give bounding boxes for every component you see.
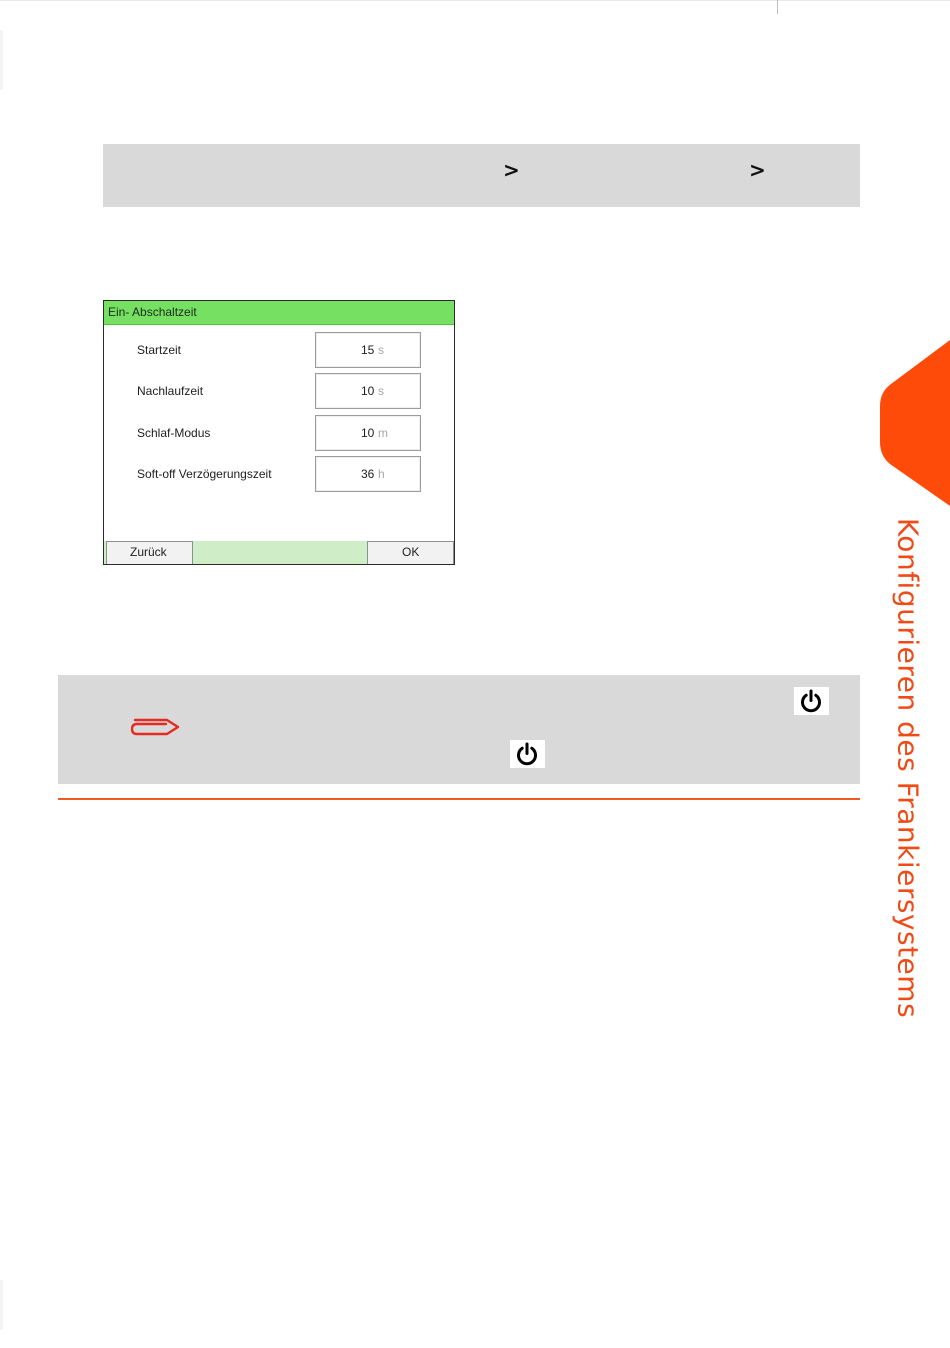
setting-label-schlaf-modus: Schlaf-Modus <box>137 426 211 440</box>
setting-unit: s <box>378 343 384 357</box>
menu-path-bar <box>103 144 860 207</box>
setting-field-startzeit[interactable] <box>315 332 421 368</box>
page-edge-mark <box>0 30 3 90</box>
setting-unit: m <box>378 426 388 440</box>
ok-button[interactable] <box>367 541 454 565</box>
chapter-tab <box>880 340 950 506</box>
setting-field-schlaf-modus[interactable] <box>315 415 421 451</box>
screen-title-bar <box>104 301 454 325</box>
setting-value: 10 <box>361 426 375 440</box>
page-corner-tick <box>777 0 778 14</box>
back-button-label: Zurück <box>130 545 167 559</box>
setting-unit: h <box>378 467 385 481</box>
back-button[interactable] <box>106 541 193 565</box>
page-edge-mark <box>0 1280 3 1330</box>
power-icon <box>510 740 545 768</box>
screen-title: Ein- Abschaltzeit <box>108 305 197 319</box>
page-top-rule <box>0 0 950 1</box>
device-screen <box>103 300 455 565</box>
setting-label-nachlaufzeit: Nachlaufzeit <box>137 384 204 398</box>
setting-label-soft-off: Soft-off Verzögerungszeit <box>137 467 272 481</box>
setting-value: 15 <box>361 343 375 357</box>
setting-field-soft-off[interactable] <box>315 456 421 492</box>
power-icon <box>794 687 829 715</box>
path-separator: > <box>749 158 766 182</box>
setting-value: 36 <box>361 467 375 481</box>
path-separator: > <box>503 158 520 182</box>
setting-value: 10 <box>361 384 375 398</box>
note-box <box>58 675 860 784</box>
setting-label-startzeit: Startzeit <box>137 343 182 357</box>
ok-button-label: OK <box>402 545 420 559</box>
chapter-title-text: Konfigurieren des Frankiersystems <box>891 517 925 1019</box>
setting-field-nachlaufzeit[interactable] <box>315 373 421 409</box>
setting-unit: s <box>378 384 384 398</box>
paperclip-note-icon <box>131 714 183 740</box>
note-divider <box>58 798 860 800</box>
